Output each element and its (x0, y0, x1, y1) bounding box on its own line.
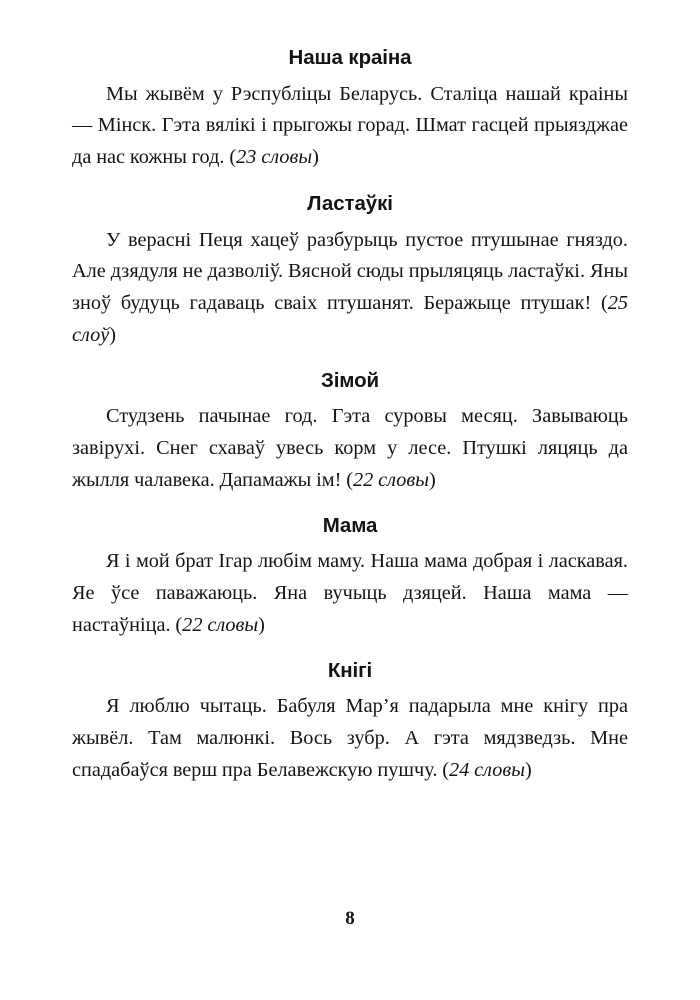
section-heading: Ластаўкі (307, 191, 393, 215)
section-body-text: Мы жывём у Рэспубліцы Беларусь. Сталіца нашай краіны — Мінск. Гэта вялікі і прыгожы горад. Шмат гасцей прыязджае да нас кожны год. (72, 82, 628, 169)
text-section (72, 46, 628, 174)
page-number: 8 (345, 908, 355, 929)
wordcount-paren-open: ( (175, 613, 183, 636)
text-section (72, 659, 628, 787)
wordcount-paren-open: ( (600, 292, 608, 315)
wordcount-paren-close: ) (428, 468, 436, 491)
wordcount-value: 23 словы (236, 146, 313, 169)
section-body-text: Я люблю чытаць. Бабуля Мар’я падарыла мне кнігу пра жывёл. Там малюнкі. Вось зубр. А гэта мядзведзь. Мне спадабаўся верш пра Белавежскую пушчу. (72, 695, 628, 781)
section-heading: Мама (322, 513, 378, 537)
section-body (72, 691, 628, 786)
section-body (72, 79, 628, 174)
section-body (72, 546, 628, 641)
wordcount-paren-close: ) (109, 323, 117, 346)
wordcount-value: 25 слоў (72, 292, 628, 346)
section-body-text: У верасні Пеця хацеў разбурыць пустое птушынае гняздо. Але дзядуля не дазволіў. Вясной сюды прыляцяць ластаўкі. Яны зноў будуць гадаваць сваіх птушанят. Беражыце птушак! (72, 228, 628, 315)
wordcount-paren-open: ( (229, 146, 237, 169)
section-body (72, 225, 628, 352)
section-heading: Зімой (320, 368, 380, 392)
text-section (72, 192, 628, 352)
section-heading: Наша краіна (288, 46, 412, 69)
wordcount-paren-open: ( (442, 758, 450, 781)
section-heading: Кнігі (327, 658, 373, 682)
wordcount-value: 22 словы (353, 468, 429, 491)
wordcount-value: 24 словы (449, 758, 525, 781)
text-section (72, 514, 628, 642)
section-body (72, 401, 628, 496)
section-body-text: Студзень пачынае год. Гэта суровы месяц. Завываюць завірухі. Снег схаваў увесь корм у лесе. Птушкі ляцяць да жылля чалавека. Дапамажы ім! (72, 405, 628, 491)
wordcount-paren-open: ( (346, 468, 354, 491)
wordcount-paren-close: ) (524, 758, 532, 781)
wordcount-paren-close: ) (312, 146, 319, 169)
section-body-text: Я і мой брат Ігар любім маму. Наша мама добрая і ласкавая. Яе ўсе паважаюць. Яна вучыць дзяцей. Наша мама — настаўніца. (72, 550, 628, 636)
wordcount-paren-close: ) (258, 613, 265, 636)
text-section (72, 369, 628, 497)
wordcount-value: 22 словы (182, 613, 259, 636)
